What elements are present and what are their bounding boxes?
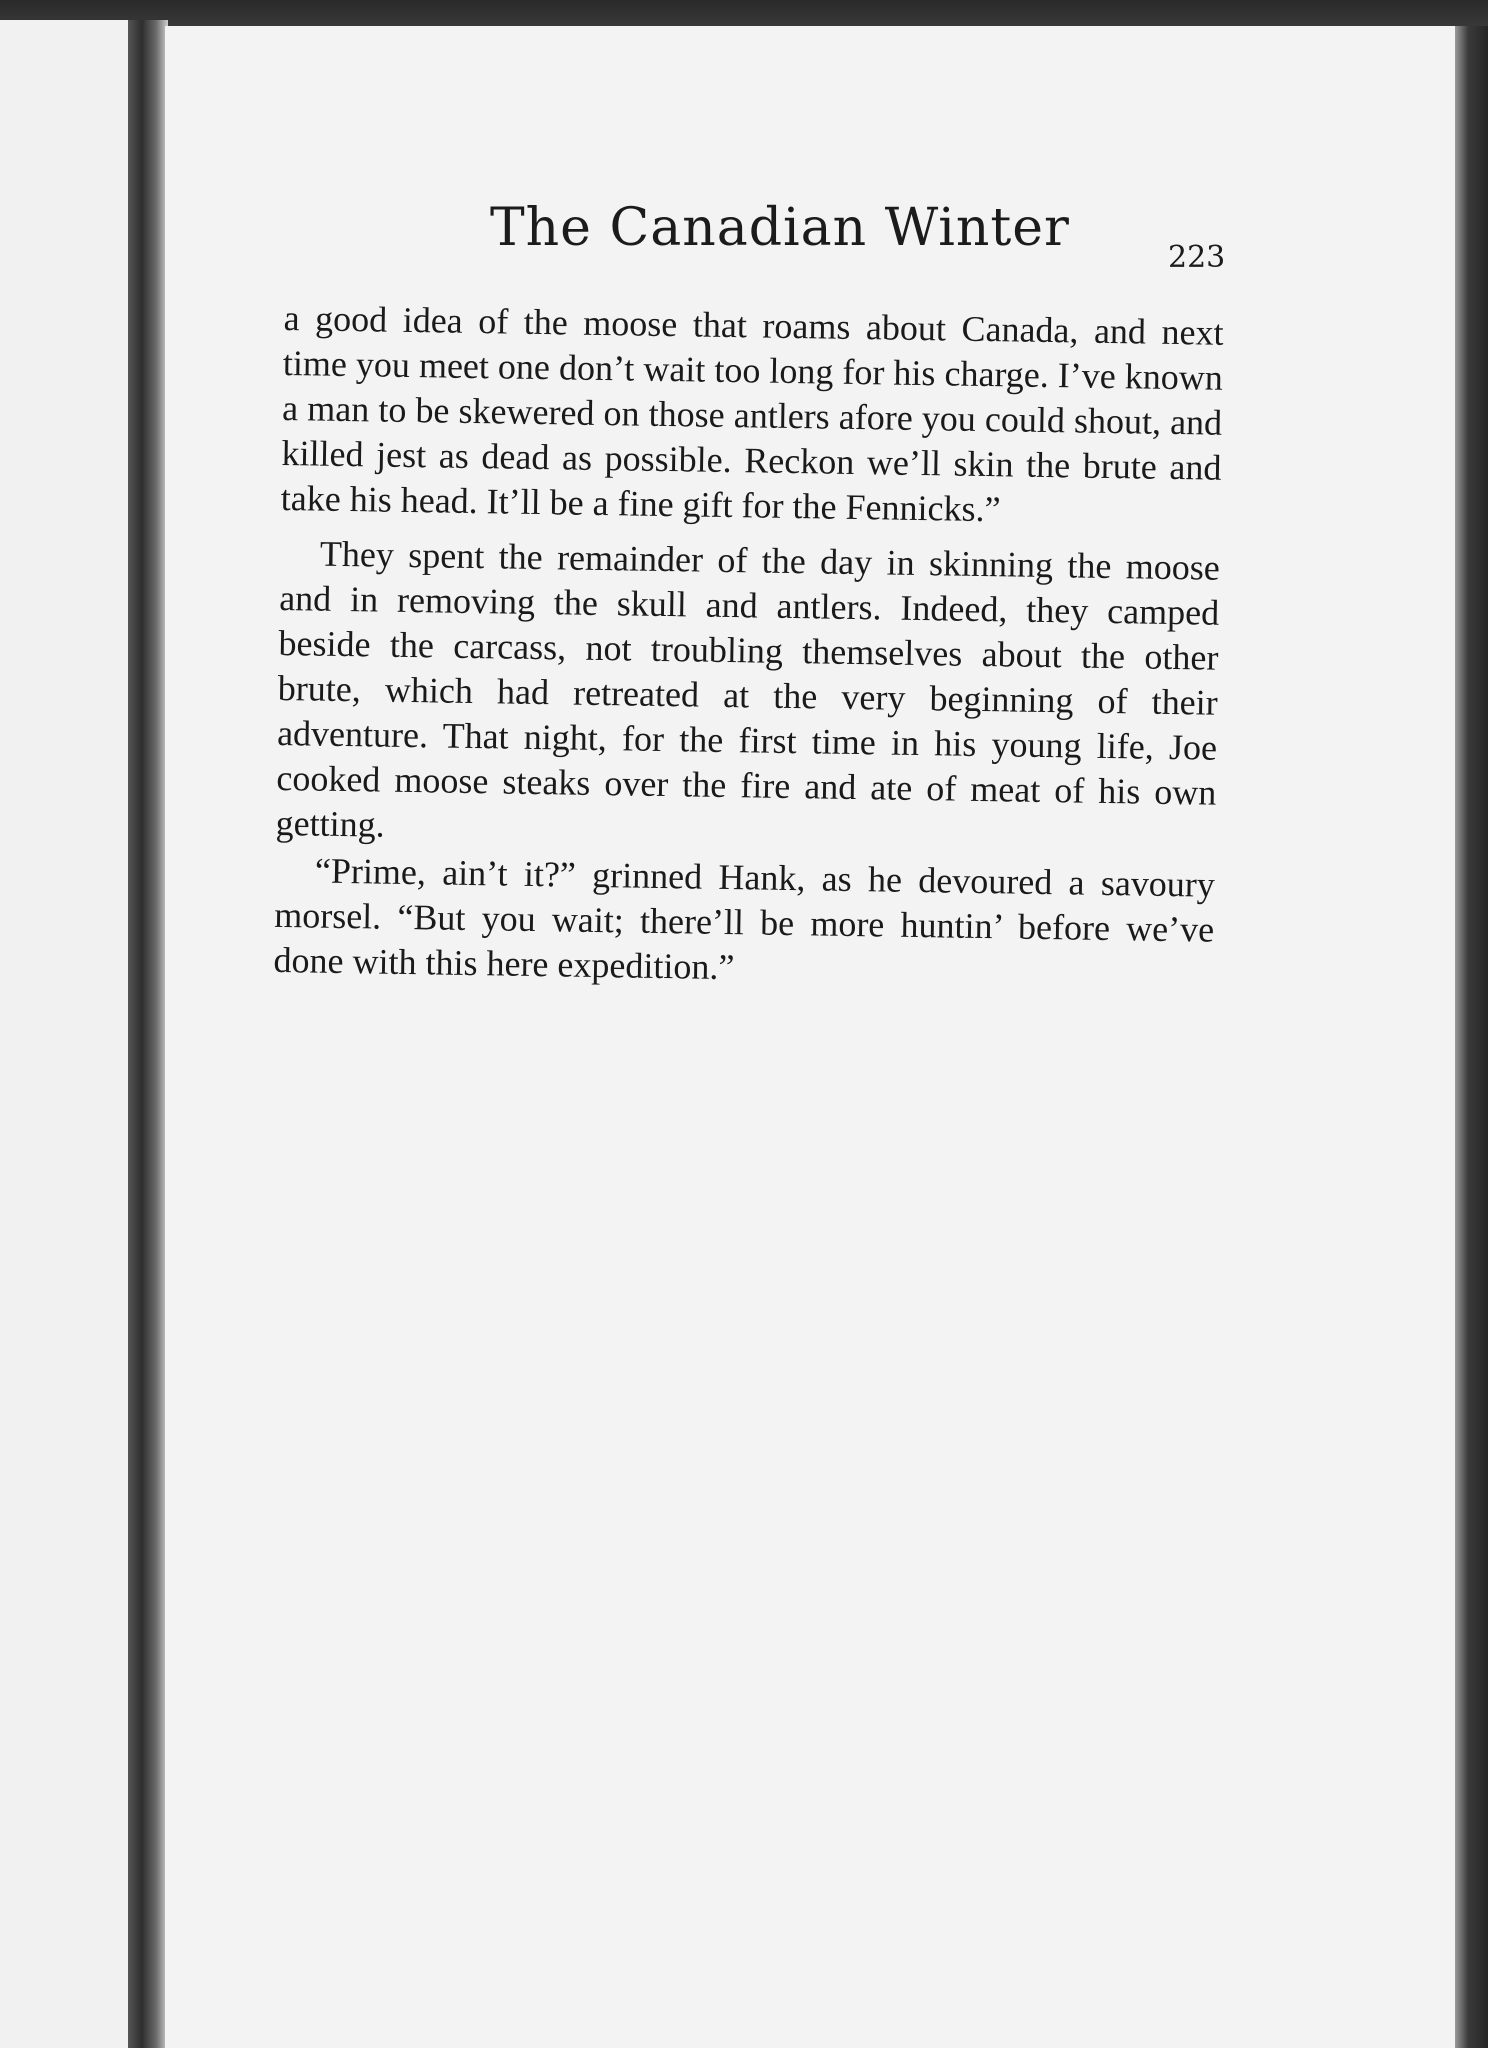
page-number: 223 xyxy=(1168,240,1226,275)
running-head-title: The Canadian Winter xyxy=(490,198,1070,258)
body-text xyxy=(273,296,1224,998)
facing-page-blank xyxy=(0,20,140,2048)
paragraph: “Prime, ain’t it?” grinned Hank, as he devoured a savoury morsel. “But you wait; there’ll be more huntin’ before we’ve done with this here expedition.” xyxy=(273,850,1216,988)
paragraph: They spent the remainder of the day in skinning the moose and in removing the skull and antlers. Indeed, they camped beside the carcass, not troubling themselves about the other brute, which had retreated at the very beginning of their adventure. That night, for the first time in his young life, Joe cooked moose steaks over the fire and ate of meat of his own getting. xyxy=(275,533,1221,845)
page-edge-shadow xyxy=(1455,26,1488,2048)
paragraph: a good idea of the moose that roams about Canada, and next time you meet one don’t wait too long for his charge. I’ve known a man to be skewered on those antlers afore you could shout, and killed jest as dead as possible. Reckon we’ll skin the brute and take his head. It’ll be a fine gift for the Fennicks.” xyxy=(280,297,1224,530)
book-gutter xyxy=(128,20,168,2048)
